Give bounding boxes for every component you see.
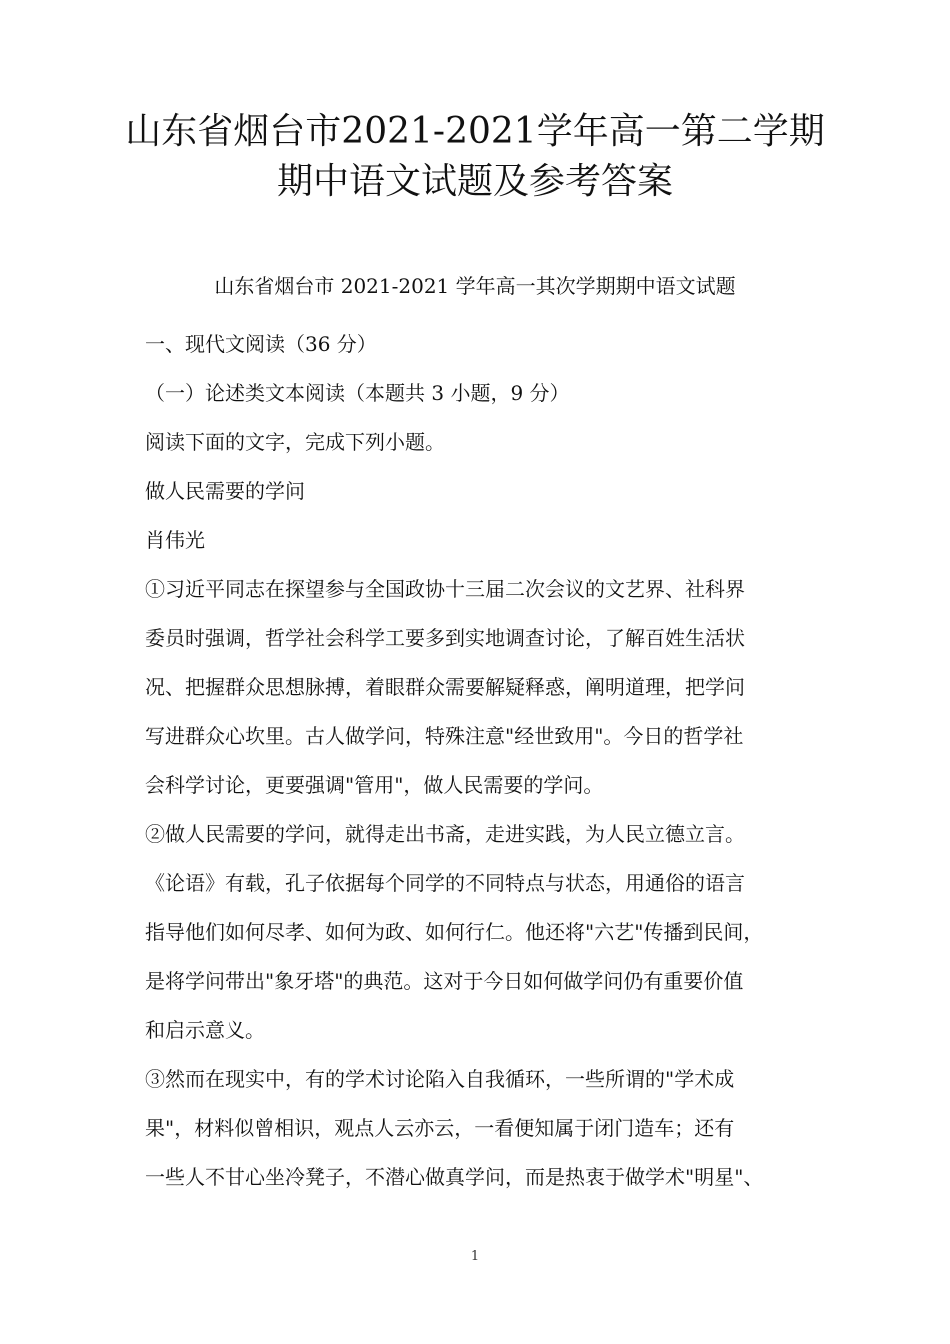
paragraph-line: 指导他们如何尽孝、如何为政、如何行仁。他还将"六艺"传播到民间，: [145, 920, 764, 944]
subsection-heading: （一）论述类文本阅读（本题共 3 小题，9 分）: [145, 381, 570, 405]
paragraph-line: ③然而在现实中，有的学术讨论陷入自我循环，一些所谓的"学术成: [145, 1067, 735, 1091]
document-title-line-2: 期中语文试题及参考答案: [276, 161, 673, 202]
document-subtitle: 山东省烟台市 2021-2021 学年高一其次学期期中语文试题: [214, 274, 736, 298]
paragraph-line: 写进群众心坎里。古人做学问，特殊注意"经世致用"。今日的哲学社: [145, 724, 744, 748]
document-body: [145, 320, 810, 1202]
section-heading: 一、现代文阅读（36 分）: [145, 332, 377, 356]
paragraph-line: 果"，材料似曾相识，观点人云亦云，一看便知属于闭门造车；还有: [145, 1116, 735, 1140]
instruction-text: 阅读下面的文字，完成下列小题。: [145, 430, 445, 454]
paragraph-line: ②做人民需要的学问，就得走出书斋，走进实践，为人民立德立言。: [145, 822, 745, 846]
paragraph-line: 委员时强调，哲学社会科学工要多到实地调查讨论，了解百姓生活状: [145, 626, 745, 650]
paragraph-line: 是将学问带出"象牙塔"的典范。这对于今日如何做学问仍有重要价值: [145, 969, 744, 993]
document-title: [60, 107, 890, 207]
article-title: 做人民需要的学问: [145, 479, 305, 503]
page-number: 1: [470, 1249, 480, 1264]
paragraph-line: ①习近平同志在探望参与全国政协十三届二次会议的文艺界、社科界: [145, 577, 745, 601]
paragraph-line: 《论语》有载，孔子依据每个同学的不同特点与状态，用通俗的语言: [145, 871, 745, 895]
paragraph-line: 况、把握群众思想脉搏，着眼群众需要解疑释惑，阐明道理，把学问: [145, 675, 745, 699]
paragraph-line: 一些人不甘心坐冷凳子，不潜心做真学问，而是热衷于做学术"明星"、: [145, 1165, 764, 1189]
document-title-line-1: 山东省烟台市2021-2021学年高一第二学期: [125, 111, 825, 152]
paragraph-line: 会科学讨论，更要强调"管用"，做人民需要的学问。: [145, 773, 604, 797]
paragraph-line: 和启示意义。: [145, 1018, 265, 1042]
article-author: 肖伟光: [145, 528, 205, 552]
